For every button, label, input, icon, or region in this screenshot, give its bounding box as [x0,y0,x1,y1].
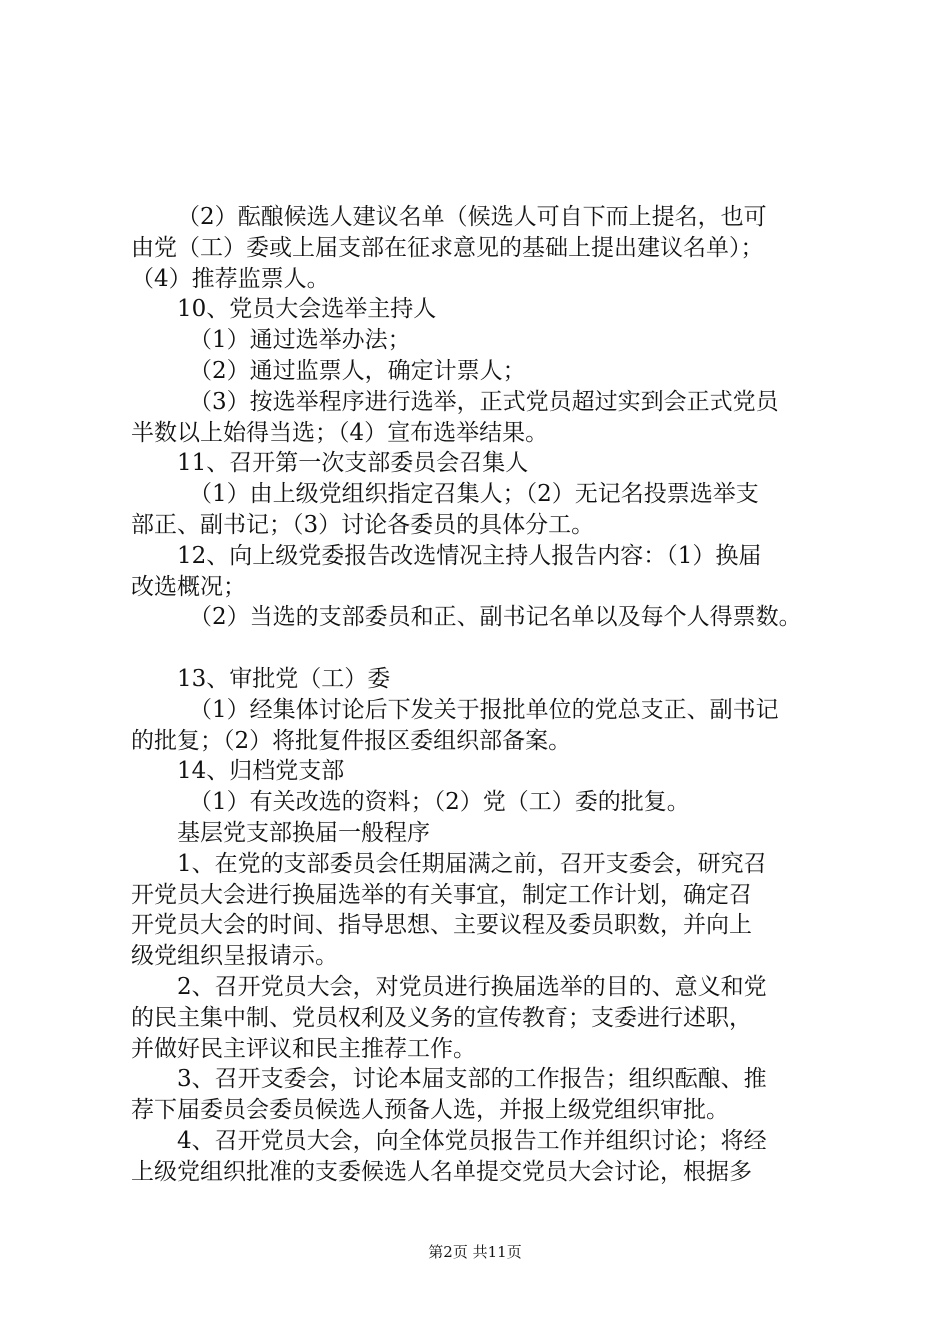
text-line: （1）通过选举办法； [189,327,411,354]
text-line: 半数以上始得当选；（4）宣布选举结果。 [131,419,549,446]
text-line: 的民主集中制、党员权利及义务的宣传教育；支委进行述职， [131,1004,752,1031]
text-line: （1）由上级党组织指定召集人；（2）无记名投票选举支 [189,481,759,508]
text-line: 上级党组织批准的支委候选人名单提交党员大会讨论，根据多 [131,1158,752,1185]
text-line: 开党员大会的时间、指导思想、主要议程及委员职数，并向上 [131,912,752,939]
text-line: 1、在党的支部委员会任期届满之前，召开支委会，研究召 [177,850,767,877]
section-heading: 13、审批党（工）委 [177,665,391,692]
document-body [131,202,841,1188]
text-line: 级党组织呈报请示。 [131,943,338,970]
text-line: （2）通过监票人，确定计票人； [189,357,526,384]
page-number-footer: 第2页 共11页 [428,1243,522,1261]
text-line: 改选概况； [131,573,246,600]
text-line: 4、召开党员大会，向全体党员报告工作并组织讨论；将经 [177,1127,767,1154]
section-heading: 14、归档党支部 [177,758,345,785]
section-heading: 12、向上级党委报告改选情况主持人报告内容：（1）换届 [177,542,762,569]
text-line: 荐下届委员会委员候选人预备人选，并报上级党组织审批。 [131,1097,729,1124]
text-line: （1）经集体讨论后下发关于报批单位的党总支正、副书记 [189,696,779,723]
blank-line [131,633,841,664]
text-line: （2）酝酿候选人建议名单（候选人可自下而上提名，也可 [177,204,767,230]
text-line: 2、召开党员大会，对党员进行换届选举的目的、意义和党 [177,973,767,1000]
text-line: （4）推荐监票人。 [131,265,330,292]
section-heading: 11、召开第一次支部委员会召集人 [177,450,529,477]
text-line: 由党（工）委或上届支部在征求意见的基础上提出建议名单）； [131,234,764,261]
section-heading: 10、党员大会选举主持人 [177,296,437,323]
text-line: 的批复；（2）将批复件报区委组织部备案。 [131,727,572,754]
text-line: （1）有关改选的资料；（2）党（工）委的批复。 [189,789,690,816]
text-line: （3）按选举程序进行选举，正式党员超过实到会正式党员 [189,388,779,415]
document-subtitle: 基层党支部换届一般程序 [177,819,430,846]
text-line: 3、召开支委会，讨论本届支部的工作报告；组织酝酿、推 [177,1066,767,1093]
text-line: 开党员大会进行换届选举的有关事宜，制定工作计划，确定召 [131,881,752,908]
text-line: 部正、副书记；（3）讨论各委员的具体分工。 [131,511,595,538]
text-line: （2）当选的支部委员和正、副书记名单以及每个人得票数。 [189,604,802,631]
text-line: 并做好民主评议和民主推荐工作。 [131,1035,476,1062]
